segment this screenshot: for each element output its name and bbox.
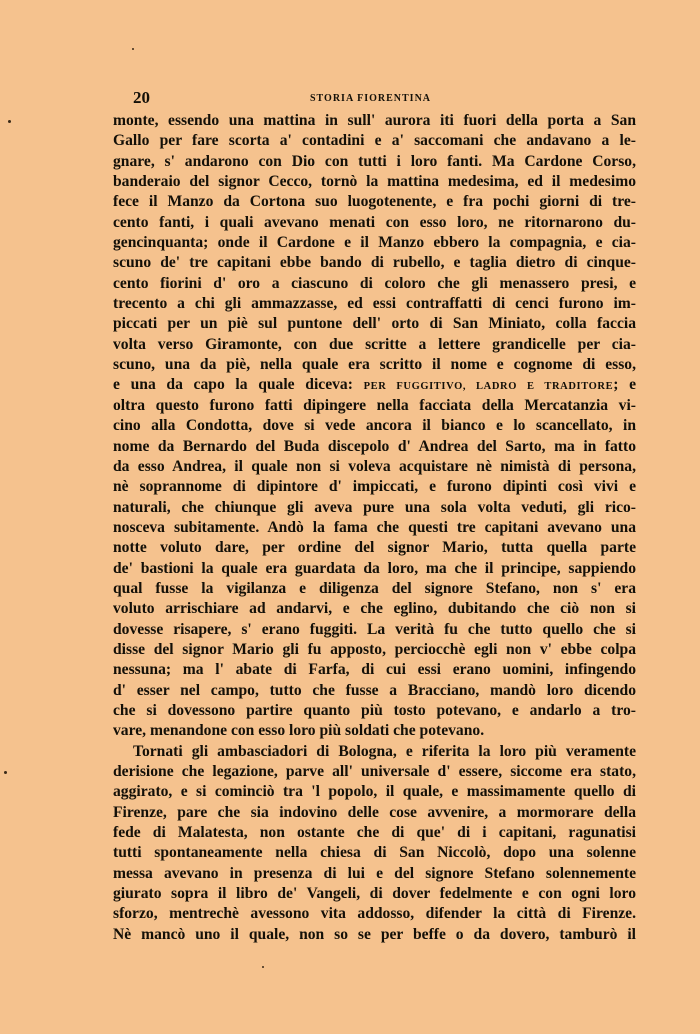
text-line: de' bastioni la quale era guardata da loro, ma che il principe, sappiendo xyxy=(113,559,636,577)
running-title: STORIA FIORENTINA xyxy=(310,93,432,104)
paper-speck xyxy=(132,48,134,50)
text-line: giurato sopra il libro de' Vangeli, di dover fedelmente e con ogni loro xyxy=(113,885,636,903)
text-line: cino alla Condotta, dove si vede ancora il bianco e lo scancellato, in xyxy=(113,417,636,435)
text-line: banderaio del signor Cecco, tornò la mattina medesima, ed il medesimo xyxy=(113,173,636,191)
text-segment: e una da capo la quale diceva: xyxy=(113,376,353,394)
text-line: aggirato, e si cominciò tra 'l popolo, il quale, e massimamente quello di xyxy=(113,783,636,801)
text-line: Tornati gli ambasciadori di Bologna, e riferita la loro più veramente xyxy=(133,742,636,760)
text-line: nosceva subitamente. Andò la fama che questi tre capitani avevano una xyxy=(113,518,636,536)
text-line: qual fusse la vigilanza e diligenza del signore Stefano, non s' era xyxy=(113,579,636,597)
text-line: Gallo per fare scorta a' contadini e a' saccomani che andavano a le- xyxy=(113,132,636,150)
text-line: scuno de' tre capitani ebbe bando di rubello, e taglia dietro di cinque- xyxy=(113,254,636,272)
paper-speck xyxy=(8,120,11,123)
page-header xyxy=(133,88,633,110)
text-line: Nè mancò uno il quale, non so se per beffe o da dovero, tamburò il xyxy=(113,925,636,943)
text-line: piccati per un piè sul puntone dell' orto di San Miniato, colla faccia xyxy=(113,315,636,333)
text-line: da esso Andrea, il quale non si voleva acquistare nè nimistà di persona, xyxy=(113,457,636,475)
text-line: cento fanti, i quali avevano menati con esso loro, ne ritornarono du- xyxy=(113,213,636,231)
text-line: disse del signor Mario gli fu apposto, perciocchè egli non v' ebbe colpa xyxy=(113,640,636,658)
text-line: volta verso Giramonte, con due scritte a lettere grandicelle per cia- xyxy=(113,335,636,353)
text-line: cento fiorini d' oro a ciascuno di coloro che gli menassero presi, e xyxy=(113,274,636,292)
page-number: 20 xyxy=(133,88,150,107)
text-line: messa avevano in presenza di lui e del signore Stefano solennemente xyxy=(113,864,636,882)
paper-speck xyxy=(4,771,7,774)
paper-speck xyxy=(262,966,264,968)
text-segment: ; e xyxy=(613,376,636,394)
inscription-text: PER FUGGITIVO, LADRO E TRADITORE xyxy=(363,381,614,393)
text-line: scuno, una da piè, nella quale era scritto il nome e cognome di esso, xyxy=(113,356,636,374)
text-line: notte voluto dare, per ordine del signor Mario, tutta quella parte xyxy=(113,539,636,557)
text-line: gnare, s' andarono con Dio con tutti i loro fanti. Ma Cardone Corso, xyxy=(113,152,636,170)
text-line: monte, essendo una mattina in sull' aurora iti fuori della porta a San xyxy=(113,112,636,129)
text-line: nome da Bernardo del Buda discepolo d' Andrea del Sarto, ma in fatto xyxy=(113,437,636,455)
text-line: fede di Malatesta, non ostante che di que' di i capitani, ragunatisi xyxy=(113,824,636,842)
text-line: nessuna; ma l' abate di Farfa, di cui essi erano uomini, infingendo xyxy=(113,661,636,679)
text-line: vare, menandone con esso loro più soldati che potevano. xyxy=(113,722,485,740)
text-line: fece il Manzo da Cortona suo luogotenente, e fra pochi giorni di tre- xyxy=(113,193,636,211)
text-line: naturali, che chiunque gli aveva pure una sola volta veduti, gli rico- xyxy=(113,498,636,516)
text-line: sforzo, mentrechè avessono vita addosso, difender la città di Firenze. xyxy=(113,905,636,923)
text-line: derisione che legazione, parve all' universale d' essere, siccome era stato, xyxy=(113,763,636,780)
text-line: d' esser nel campo, tutto che fusse a Bracciano, mandò loro dicendo xyxy=(113,681,636,699)
text-line: gencinquanta; onde il Cardone e il Manzo ebbero la compagnia, e cia- xyxy=(113,234,636,252)
body-text xyxy=(113,111,636,945)
text-line: dovesse risapere, s' erano fuggiti. La verità fu che tutto quello che si xyxy=(113,620,636,638)
text-line-with-inscription xyxy=(113,375,636,395)
text-line: Firenze, pare che sia indovino delle cose avvenire, a mormorare della xyxy=(113,803,636,821)
text-line: trecento a chi gli ammazzasse, ed essi contraffatti di cenci furono im- xyxy=(113,295,636,313)
text-line: oltra questo furono fatti dipingere nella facciata della Mercatanzia vi- xyxy=(113,396,636,414)
text-line: nè soprannome di dipintore d' impiccati, e furono dipinti così vivi e xyxy=(113,478,636,496)
text-line: voluto arrischiare ad andarvi, e che eglino, dubitando che ciò non si xyxy=(113,600,636,618)
text-line: che si dovessono partire quanto più tosto potevano, e andarlo a tro- xyxy=(113,701,636,719)
text-line: tutti spontaneamente nella chiesa di San Niccolò, dopo una solenne xyxy=(113,844,636,862)
